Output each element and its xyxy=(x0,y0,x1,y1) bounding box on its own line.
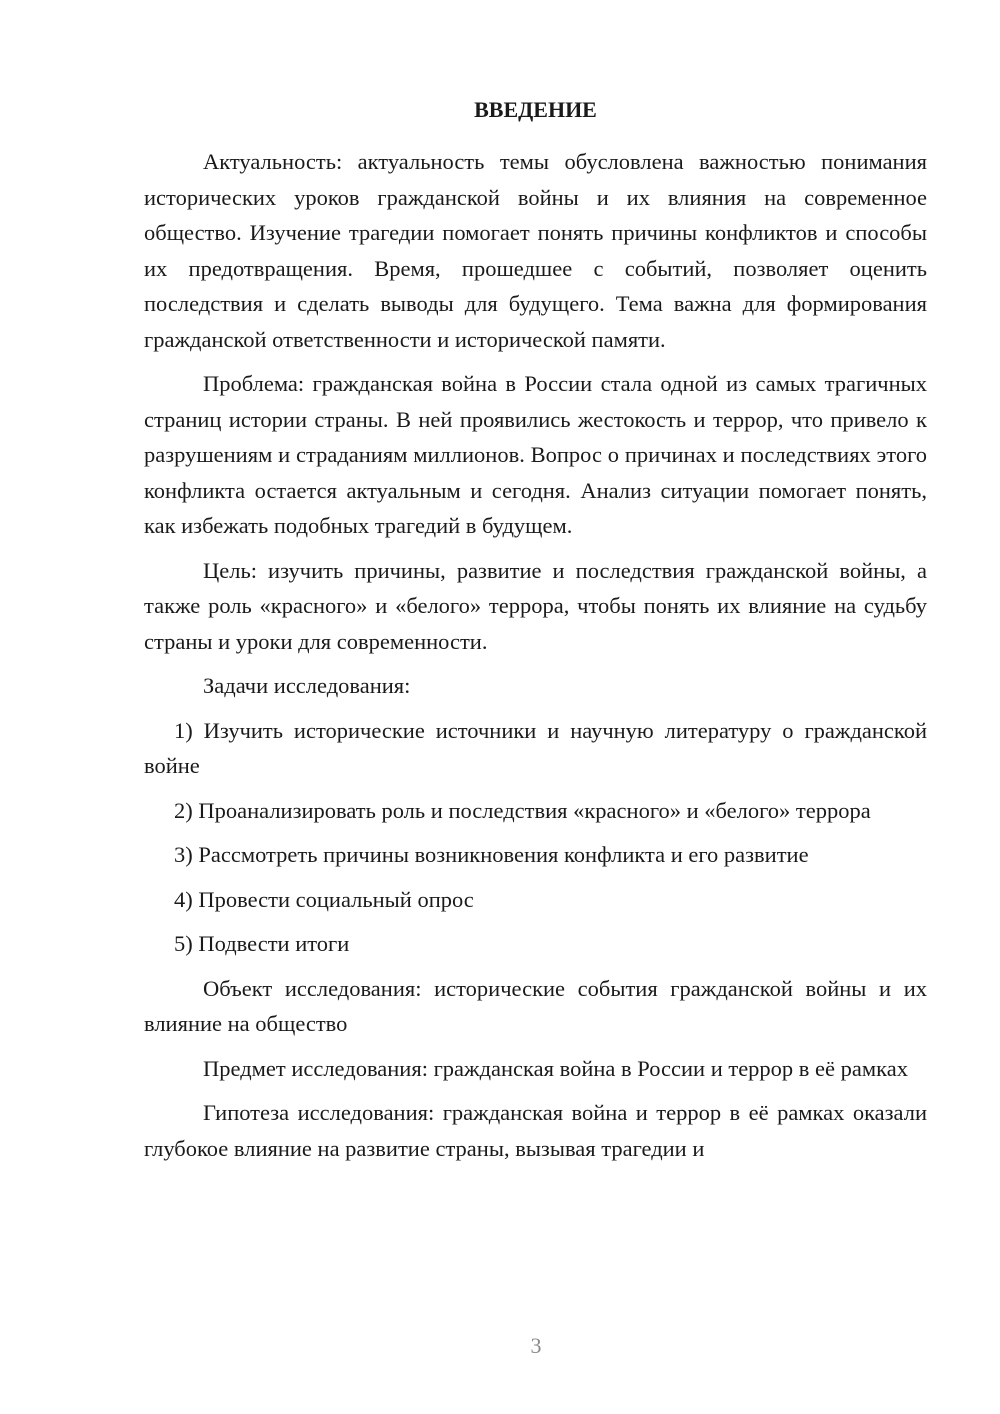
paragraph-goal: Цель: изучить причины, развитие и последствия гражданской войны, а также роль «красного» и «белого» террора, чтобы понять их влияние на судьбу страны и уроки для современности. xyxy=(144,557,927,654)
page-number: 3 xyxy=(530,1333,542,1358)
paragraph-problem: Проблема: гражданская война в России стала одной из самых трагичных страниц истории страны. В ней проявились жестокость и террор, что привело к разрушениям и страданиям миллионов. Вопрос о причинах и последствиях этого конфликта остается актуальным и сегодня. Анализ ситуации помогает понять, как избежать подобных трагедий в будущем. xyxy=(144,371,927,538)
paragraph-tasks-heading: Задачи исследования: xyxy=(203,673,411,698)
task-item-1: 1) Изучить исторические источники и научную литературу о гражданской войне xyxy=(144,717,927,778)
task-item-4: 4) Провести социальный опрос xyxy=(174,886,474,912)
paragraph-subject: Предмет исследования: гражданская война в России и террор в её рамках xyxy=(203,1055,908,1081)
task-item-2: 2) Проанализировать роль и последствия «красного» и «белого» террора xyxy=(174,797,871,823)
task-item-3: 3) Рассмотреть причины возникновения конфликта и его развитие xyxy=(174,842,809,867)
paragraph-hypothesis: Гипотеза исследования: гражданская война и террор в её рамках оказали глубокое влияние на развитие страны, вызывая трагедии и xyxy=(144,1100,927,1161)
task-item-5: 5) Подвести итоги xyxy=(174,931,350,956)
paragraph-object: Объект исследования: исторические события гражданской войны и их влияние на общество xyxy=(144,975,927,1036)
paragraph-relevance: Актуальность: актуальность темы обусловлена важностью понимания исторических уроков гражданской войны и их влияния на современное общество. Изучение трагедии помогает понять причины конфликтов и способы их предотвращения. Время, прошедшее с событий, позволяет оценить последствия и сделать выводы для будущего. Тема важна для формирования гражданской ответственности и исторической памяти. xyxy=(144,149,927,352)
section-title: ВВЕДЕНИЕ xyxy=(474,97,597,122)
